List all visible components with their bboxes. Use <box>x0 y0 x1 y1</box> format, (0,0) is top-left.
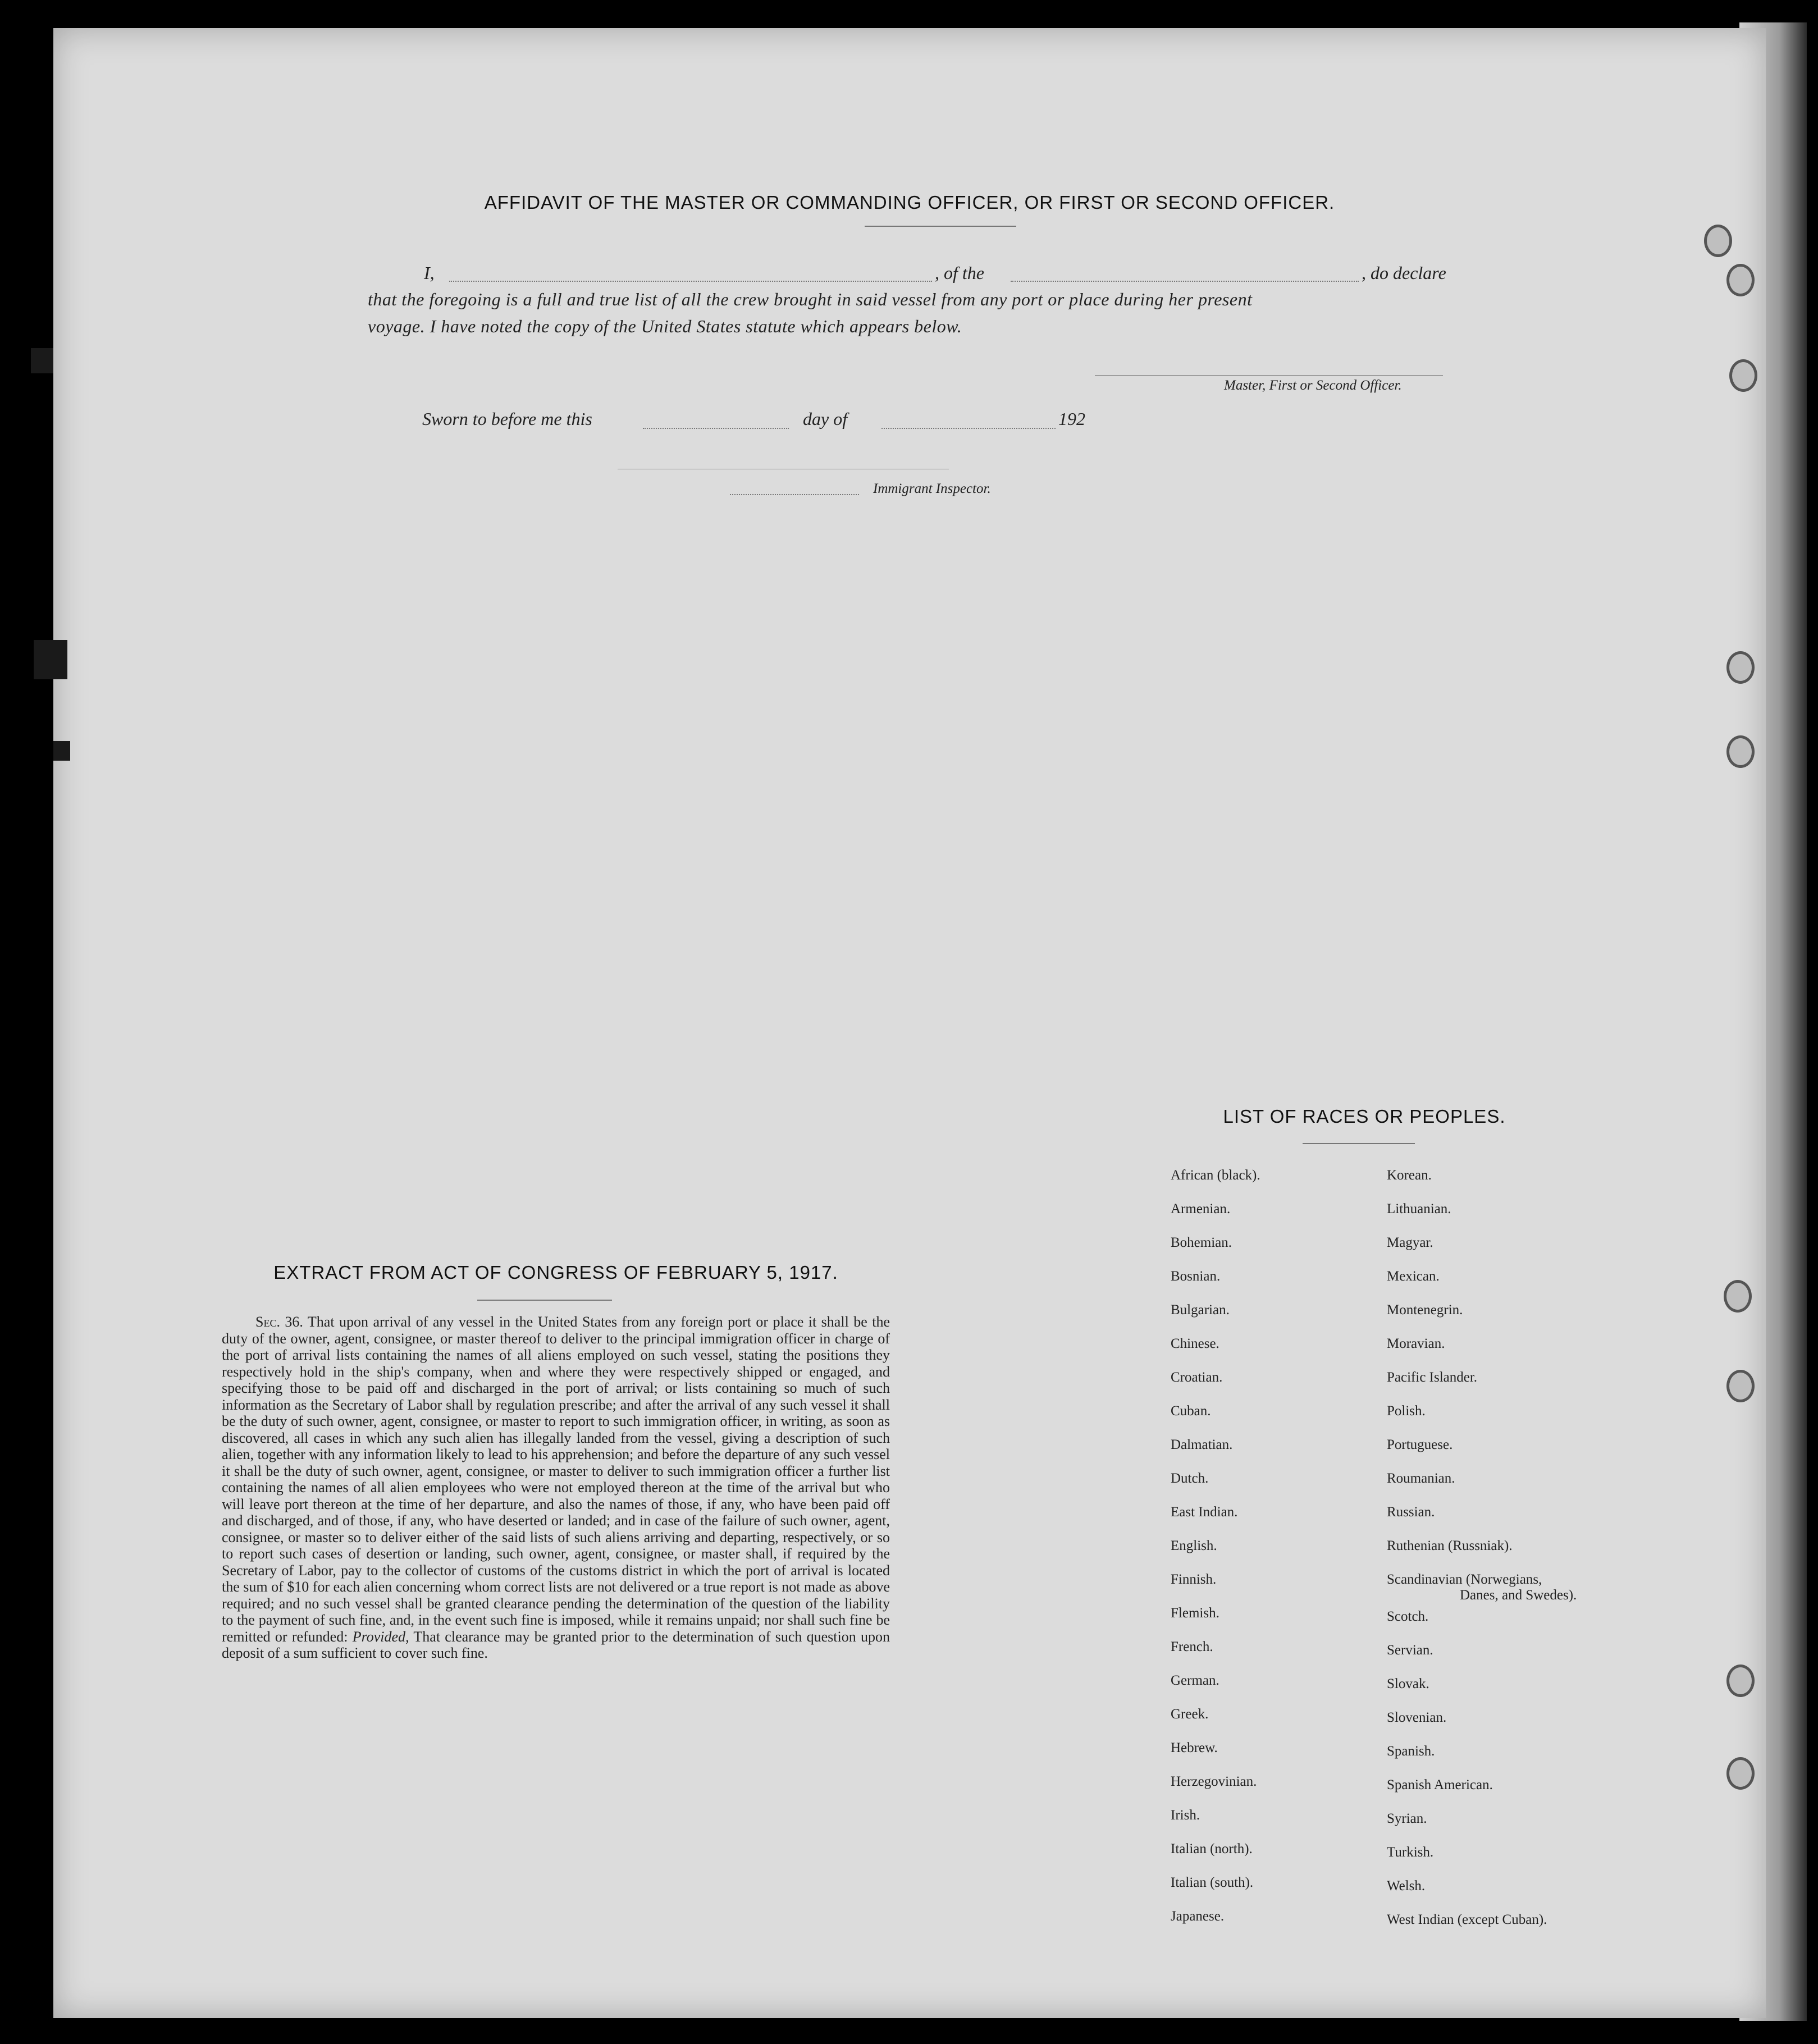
race-item: Finnish. <box>1171 1572 1217 1587</box>
race-item: Croatian. <box>1171 1370 1223 1385</box>
master-name-field[interactable] <box>449 281 932 282</box>
sworn-month-field[interactable] <box>881 428 1056 429</box>
race-item: East Indian. <box>1171 1505 1238 1520</box>
race-item: West Indian (except Cuban). <box>1387 1912 1547 1927</box>
punch-hole <box>1726 735 1755 768</box>
race-item: Dutch. <box>1171 1471 1209 1486</box>
race-item: Pacific Islander. <box>1387 1370 1478 1385</box>
binding-tear-mark <box>34 640 67 679</box>
race-item: Bosnian. <box>1171 1269 1221 1284</box>
punch-hole <box>1726 264 1755 296</box>
title-divider <box>865 226 1016 227</box>
affidavit-title: AFFIDAVIT OF THE MASTER OR COMMANDING OFFICER, OR FIRST OR SECOND OFFICER. <box>484 192 1335 213</box>
race-item: Turkish. <box>1387 1845 1434 1860</box>
race-item: Herzegovinian. <box>1171 1774 1257 1789</box>
binding-tear-mark <box>31 348 53 373</box>
race-item: Greek. <box>1171 1707 1209 1722</box>
race-item: Spanish American. <box>1387 1777 1493 1792</box>
race-item: Italian (north). <box>1171 1841 1253 1856</box>
race-item: Hebrew. <box>1171 1740 1218 1755</box>
affidavit-of-the: , of the <box>935 263 984 283</box>
race-item: Slovak. <box>1387 1676 1429 1691</box>
punch-hole <box>1704 225 1732 257</box>
race-item: Slovenian. <box>1387 1710 1447 1725</box>
race-item: Bohemian. <box>1171 1235 1232 1250</box>
year-text: 192 <box>1058 409 1085 429</box>
affidavit-line2: that the foregoing is a full and true list of all the crew brought in said vessel from any port or place during her present <box>368 289 1253 309</box>
race-item: French. <box>1171 1639 1213 1654</box>
punch-hole <box>1724 1280 1752 1313</box>
master-signature-caption: Master, First or Second Officer. <box>1224 378 1402 393</box>
punch-hole <box>1726 1757 1755 1790</box>
race-item: Dalmatian. <box>1171 1437 1233 1452</box>
vessel-name-field[interactable] <box>1011 281 1359 282</box>
sworn-day-field[interactable] <box>643 428 789 429</box>
section-36-end: That clearance may be granted prior to the determination of such question upon deposit of a sum sufficient to cover such fine. <box>222 1628 890 1661</box>
inspector-caption: Immigrant Inspector. <box>873 481 991 496</box>
day-of-text: day of <box>803 409 848 429</box>
race-item: Japanese. <box>1171 1909 1225 1924</box>
race-item: Chinese. <box>1171 1336 1219 1351</box>
race-item: Servian. <box>1387 1643 1433 1658</box>
extract-title: EXTRACT FROM ACT OF CONGRESS OF FEBRUARY 5, 1917. <box>273 1262 838 1283</box>
race-item: Magyar. <box>1387 1235 1433 1250</box>
race-item: German. <box>1171 1673 1219 1688</box>
race-item: Cuban. <box>1171 1403 1211 1419</box>
affidavit-declare: , do declare <box>1362 263 1446 283</box>
section-label: Sec. 36. <box>255 1314 303 1330</box>
sworn-text: Sworn to before me this <box>422 409 592 429</box>
punch-hole <box>1726 1665 1755 1697</box>
races-title: LIST OF RACES OR PEOPLES. <box>1223 1106 1506 1127</box>
extract-body <box>222 1314 890 1662</box>
inspector-dotted-field[interactable] <box>730 494 859 495</box>
race-item: Bulgarian. <box>1171 1302 1230 1318</box>
provided-word: Provided, <box>352 1628 409 1645</box>
race-item: Mexican. <box>1387 1269 1440 1284</box>
race-item: Welsh. <box>1387 1878 1426 1894</box>
race-item: English. <box>1171 1538 1217 1553</box>
section-36-text: That upon arrival of any vessel in the United States from any foreign port or place it shall be the duty of the owner, agent, consignee, or master thereof to deliver to the principal immigration officer in charge of the port of arrival lists containing the names of all aliens employed on such vessel, stating the positions they respectively hold in the ship's company, when and where they were respectively shipped or engaged, and specifying those to be paid off and discharged in the port of arrival; or lists containing so much of such information as the Secretary of Labor shall by regulation prescribe; and after the arrival of any such vessel it shall be the duty of such owner, agent, consignee, or master to report to such immigration officer, in writing, as soon as discovered, all cases in which any such alien has illegally landed from the vessel, giving a description of such alien, together with any information likely to lead to his apprehension; and before the departure of any such vessel it shall be the duty of such owner, agent, consignee, or master to deliver to such immigration officer a further list containing the names of all alien employees who were not employed thereon at the time of the arrival but who will leave port thereon at the time of her departure, and also the names of those, if any, who have been paid off and discharged, and of those, if any, who have deserted or landed; and in case of the failure of such owner, agent, consignee, or master so to deliver either of the said lists of such aliens arriving and departing, respectively, or so to report such cases of desertion or landing, such owner, agent, consignee, or master shall, if required by the Secretary of Labor, pay to the collector of customs of the customs district in which the port of arrival is located the sum of $10 for each alien concerning whom correct lists are not delivered or a true report is not made as above required; and no such vessel shall be granted clearance pending the determination of the question of the liability to the payment of such fine, and, in the event such fine is imposed, while it remains unpaid; nor shall such fine be remitted or refunded: <box>222 1314 890 1645</box>
races-divider <box>1303 1143 1415 1144</box>
race-item: Syrian. <box>1387 1811 1427 1826</box>
race-item: Korean. <box>1387 1168 1432 1183</box>
race-item: Portuguese. <box>1387 1437 1453 1452</box>
race-item: Flemish. <box>1171 1606 1219 1621</box>
race-item: Spanish. <box>1387 1744 1435 1759</box>
race-item: Russian. <box>1387 1505 1435 1520</box>
race-item-continuation: Danes, and Swedes). <box>1460 1588 1577 1603</box>
race-item: Moravian. <box>1387 1336 1445 1351</box>
race-item: African (black). <box>1171 1168 1260 1183</box>
affidavit-line3: voyage. I have noted the copy of the United States statute which appears below. <box>368 316 962 336</box>
race-item: Irish. <box>1171 1808 1200 1823</box>
master-signature-field[interactable] <box>1095 375 1443 376</box>
binding-tear-mark <box>53 741 70 761</box>
extract-divider <box>477 1300 612 1301</box>
race-item: Scandinavian (Norwegians, <box>1387 1572 1542 1587</box>
race-item: Roumanian. <box>1387 1471 1455 1486</box>
race-item: Italian (south). <box>1171 1875 1254 1890</box>
race-item: Ruthenian (Russniak). <box>1387 1538 1513 1553</box>
race-item: Scotch. <box>1387 1609 1429 1624</box>
affidavit-i: I, <box>424 263 435 283</box>
race-item: Montenegrin. <box>1387 1302 1463 1318</box>
punch-hole <box>1726 1370 1755 1402</box>
punch-hole <box>1726 651 1755 684</box>
race-item: Polish. <box>1387 1403 1426 1419</box>
race-item: Armenian. <box>1171 1201 1231 1217</box>
race-item: Lithuanian. <box>1387 1201 1451 1217</box>
punch-hole <box>1729 359 1757 392</box>
